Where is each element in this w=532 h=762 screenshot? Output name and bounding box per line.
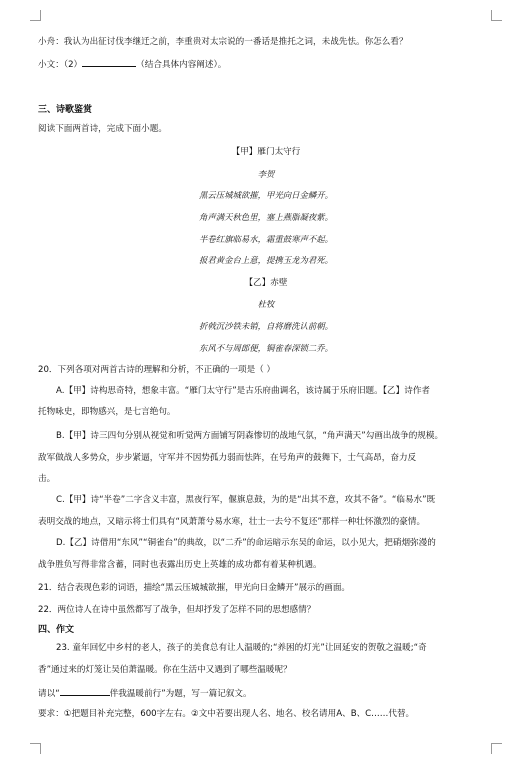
poem2-title: 【乙】赤壁 <box>244 278 288 288</box>
essay-title-instruction <box>38 686 502 700</box>
question-22: 22．两位诗人在诗中虽然都写了战争，但却抒发了怎样不同的思想感情？ <box>38 605 316 615</box>
q20-option-c: C.【甲】诗“半卷”二字含义丰富，黑夜行军，偃旗息鼓，为的是“出其不意，攻其不备”。“临易水”既 <box>56 495 436 505</box>
essay-title-pre: 请以“ <box>38 689 60 699</box>
poem1-line: 黑云压城城欲摧，甲光向日金鳞开。 <box>199 190 333 200</box>
essay-prompt-line: 香”通过来的灯笼让吴伯萧温暖。你在生活中又遇到了哪些温暖呢？ <box>38 665 292 675</box>
essay-requirements: 要求：①把题目补充完整，600字左右。②文中若要出现人名、地名、校名请用A、B、C……代替。 <box>38 709 415 719</box>
section-heading-essay: 四、作文 <box>38 625 75 635</box>
q20-option-d-cont: 战争胜负写得非常含蓄，同时也表露出历史上英雄的成功都有着某种机遇。 <box>38 560 322 570</box>
poem2-line: 折戟沉沙铁未销，自将磨洗认前朝。 <box>199 321 333 331</box>
poem1-line: 角声满天秋色里，塞上燕脂凝夜紫。 <box>199 212 333 222</box>
poem1-title: 【甲】雁门太守行 <box>231 147 301 157</box>
text-line-xiaowen <box>38 57 502 71</box>
essay-title-post: 伴我温暖前行”为题，写一篇记叙文。 <box>109 689 252 699</box>
poem2-author: 杜牧 <box>257 299 275 309</box>
essay-title-blank[interactable] <box>60 686 110 696</box>
xiaowen-note: （结合具体内容阐述）。 <box>136 60 227 70</box>
q20-option-b-cont: 击。 <box>38 474 56 484</box>
corner-mark-bottom-left <box>30 743 41 754</box>
q20-option-a: A.【甲】诗构思奇特，想象丰富。“雁门太守行”是古乐府曲调名，该诗属于乐府旧题。【乙】诗作者 <box>56 386 431 396</box>
q20-option-c-cont: 表明交战的地点，又暗示将士们具有“风萧萧兮易水寒，壮士一去兮不复还”那样一种壮怀激烈的豪情。 <box>38 517 426 527</box>
q20-option-d: D.【乙】诗借用“东风”“铜雀台”的典故，以“二乔”的命运暗示东吴的命运，以小见大，把硝烟弥漫的 <box>56 538 436 548</box>
text-line-xiaozhou: 小舟：我认为出征讨伐李继迁之前，李重贵对太宗说的一番话是推托之词，未战先怯。你怎么看？ <box>38 37 408 47</box>
poem1-line: 报君黄金台上意，提携玉龙为君死。 <box>199 255 333 265</box>
poem1-author: 李贺 <box>257 169 275 179</box>
q20-option-a-cont: 托物咏史，即物感兴，是七言绝句。 <box>38 407 176 417</box>
section-intro: 阅读下面两首诗，完成下面小题。 <box>38 124 167 134</box>
answer-blank[interactable] <box>82 57 136 67</box>
question-21: 21．结合表现色彩的词语，描绘“黑云压城城欲摧，甲光向日金鳞开”展示的画面。 <box>38 583 351 593</box>
q20-option-b: B.【甲】诗三四句分别从视觉和听觉两方面铺写阴森惨切的战地气氛，“角声满天”勾画出战争的规模。 <box>56 431 444 441</box>
section-heading-poetry: 三、诗歌鉴赏 <box>38 105 93 115</box>
poem2-line: 东风不与周郎便，铜雀春深锁二乔。 <box>199 343 333 353</box>
xiaowen-label: 小文：（2） <box>38 60 83 70</box>
corner-mark-top-left <box>30 10 41 21</box>
q20-option-b-cont: 敌军做战人多势众，步步紧逼，守军并不因势孤力弱而怯阵，在号角声的鼓舞下，士气高昂，奋力反 <box>38 453 417 463</box>
question-20-stem: 20．下列各项对两首古诗的理解和分析，不正确的一项是（ ） <box>38 365 276 375</box>
corner-mark-bottom-right <box>491 743 502 754</box>
essay-prompt-line: 23. 童年回忆中乡村的老人，孩子的美食总有让人温暖的;“养困的灯光”让回延安的贺敬之温暖;“奇 <box>56 643 427 653</box>
corner-mark-top-right <box>491 10 502 21</box>
poem1-line: 半卷红旗临易水，霜重鼓寒声不起。 <box>199 234 333 244</box>
